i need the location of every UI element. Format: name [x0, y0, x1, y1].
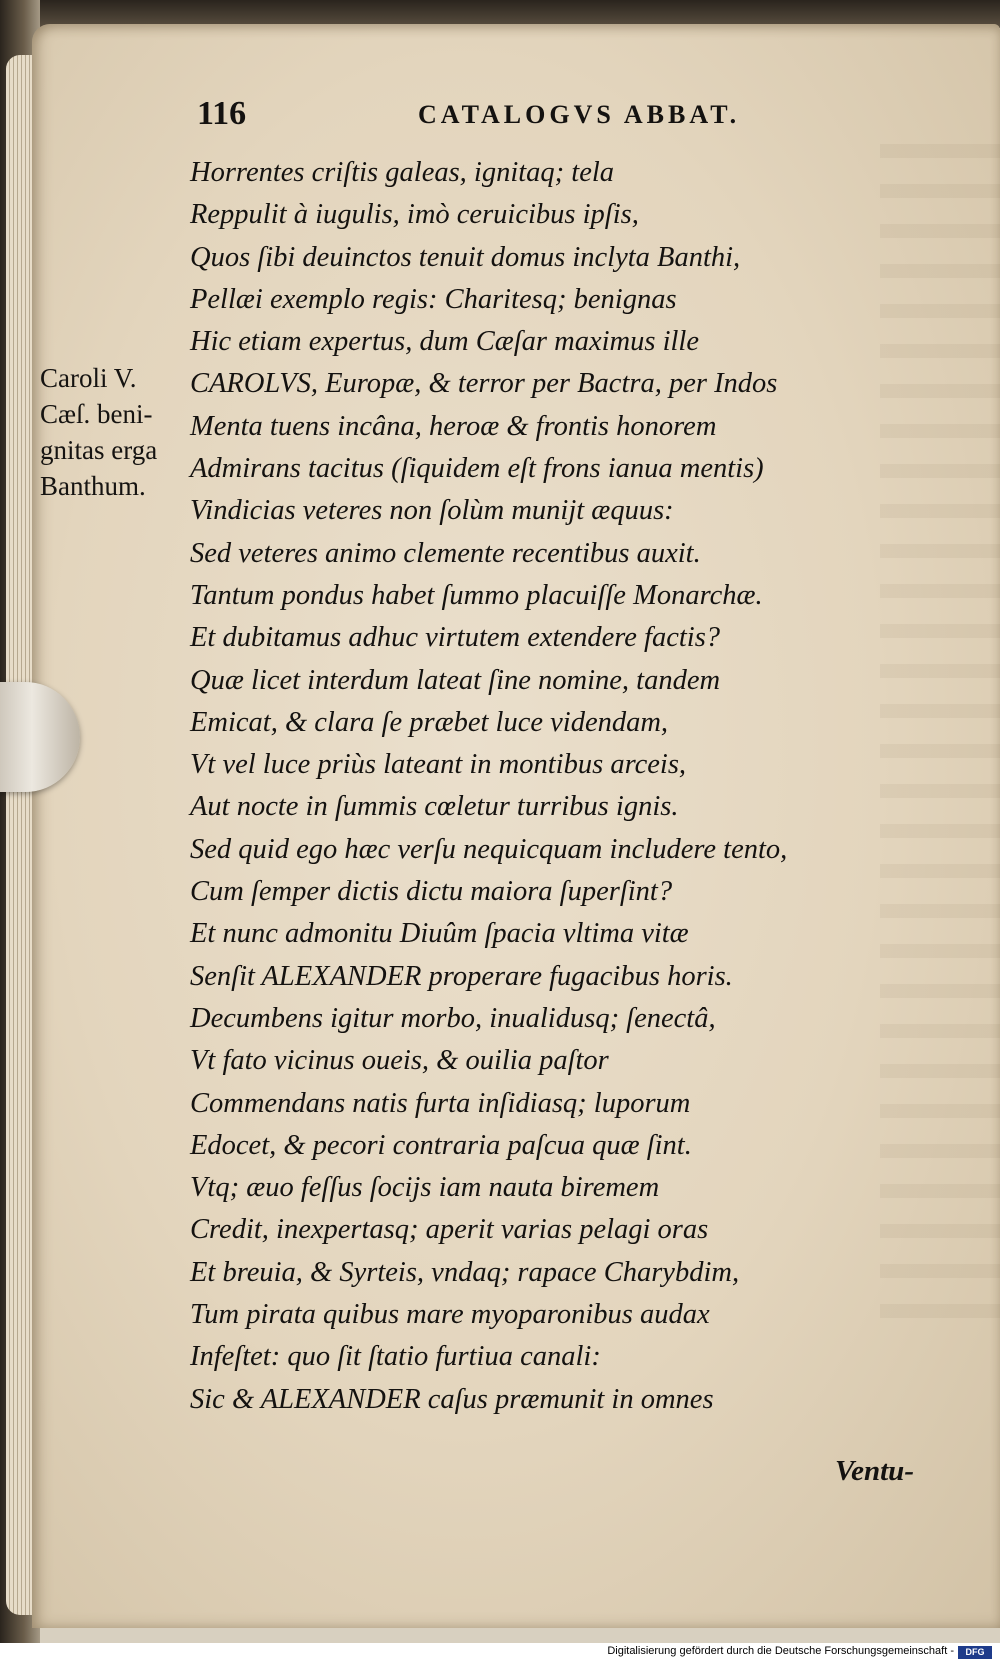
- verse-line: Senſit ALEXANDER properare fugacibus horis.: [190, 960, 733, 992]
- verse-line: Et dubitamus adhuc virtutem extendere factis?: [190, 622, 721, 654]
- dfg-logo-icon: DFG: [958, 1646, 992, 1659]
- digitization-credit: Digitalisierung gefördert durch die Deutsche Forschungsgemeinschaft -: [607, 1645, 954, 1657]
- catchword: Ventu-: [835, 1455, 914, 1487]
- marginal-note: [40, 360, 190, 504]
- verse-line: Commendans natis furta inſidiasq; luporum: [190, 1087, 691, 1119]
- running-head: CATALOGVS ABBAT.: [418, 100, 741, 129]
- verse-line: Tantum pondus habet ſummo placuiſſe Monarchæ.: [190, 579, 763, 611]
- verse-line: Sed quid ego hæc verſu nequicquam includere tento,: [190, 833, 788, 865]
- verse-line: Vtq; æuo feſſus ſocijs iam nauta biremem: [190, 1172, 660, 1204]
- marginal-note-line: Caroli V.: [40, 363, 137, 393]
- verse-line: Cum ſemper dictis dictu maiora ſuperſint?: [190, 876, 673, 908]
- verse-line: Vt vel luce priùs lateant in montibus arceis,: [190, 749, 687, 781]
- verse-line: CAROLVS, Europæ, & terror per Bactra, per Indos: [190, 368, 778, 400]
- marginal-note-line: gnitas erga: [40, 435, 158, 465]
- verse-line: Credit, inexpertasq; aperit varias pelagi oras: [190, 1214, 709, 1246]
- verse-line: Tum pirata quibus mare myoparonibus audax: [190, 1299, 710, 1331]
- verse-line: Menta tuens incâna, heroæ & frontis honorem: [190, 410, 717, 442]
- marginal-note-line: Banthum.: [40, 471, 146, 501]
- verse-line: Vt fato vicinus oueis, & ouilia paſtor: [190, 1045, 609, 1077]
- verse-line: Infeſtet: quo ſit ſtatio furtiua canali:: [190, 1341, 601, 1373]
- marginal-note-line: Cæſ. beni-: [40, 399, 153, 429]
- verse-line: Vindicias veteres non ſolùm munijt æquus:: [190, 495, 674, 527]
- verse-line: Edocet, & pecori contraria paſcua quæ ſint.: [190, 1129, 692, 1161]
- verse-line: Et breuia, & Syrteis, vndaq; rapace Charybdim,: [190, 1256, 740, 1288]
- page-number: 116: [197, 95, 247, 132]
- verse-line: Reppulit à iugulis, imò ceruicibus ipſis,: [190, 199, 639, 231]
- verse-line: Quos ſibi deuinctos tenuit domus inclyta Banthi,: [190, 241, 741, 273]
- verse-line: Horrentes criſtis galeas, ignitaq; tela: [190, 157, 615, 188]
- verse-line: Et nunc admonitu Diuûm ſpacia vltima vitæ: [190, 918, 689, 950]
- verse-line: Admirans tacitus (ſiquidem eſt frons ianua mentis): [190, 453, 764, 485]
- verse-line: Hic etiam expertus, dum Cæſar maximus ille: [190, 326, 699, 358]
- verse-line: Quæ licet interdum lateat ſine nomine, tandem: [190, 664, 721, 696]
- verse-text-block: [190, 152, 950, 1421]
- verse-line: Emicat, & clara ſe præbet luce videndam,: [190, 706, 669, 738]
- verse-line: Aut nocte in ſummis cœletur turribus ignis.: [190, 791, 679, 823]
- verse-line: Pellæi exemplo regis: Charitesq; benignas: [190, 283, 677, 315]
- verse-line: Sic & ALEXANDER caſus præmunit in omnes: [190, 1383, 714, 1415]
- verse-line: Decumbens igitur morbo, inualidusq; ſenectâ,: [190, 1002, 716, 1034]
- verse-line: Sed veteres animo clemente recentibus auxit.: [190, 537, 701, 569]
